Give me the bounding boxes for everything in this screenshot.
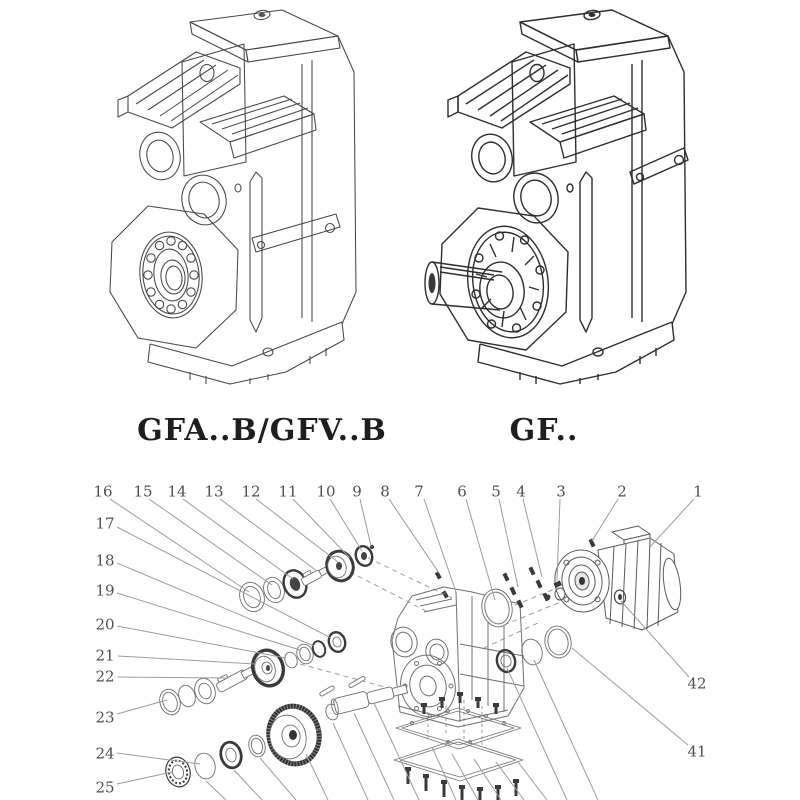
callout-number-3: 3: [556, 482, 566, 501]
leader-line-25: [117, 772, 172, 784]
figure-gf-drawing: [425, 9, 688, 384]
cutoff-leader-line-10: [496, 762, 524, 800]
callout-number-7: 7: [414, 482, 424, 501]
callout-number-42: 42: [687, 674, 707, 693]
cutoff-leader-line-8: [452, 754, 478, 800]
cutoff-leader-line-3: [306, 754, 328, 800]
callout-number-19: 19: [95, 581, 115, 600]
leader-line-1: [650, 499, 694, 547]
callout-number-2: 2: [617, 482, 627, 501]
cutoff-leader-line-2: [534, 660, 598, 800]
callout-number-41: 41: [687, 742, 707, 761]
callout-number-21: 21: [95, 646, 115, 665]
callout-number-18: 18: [95, 551, 115, 570]
callout-number-10: 10: [316, 482, 336, 501]
callout-number-4: 4: [516, 482, 526, 501]
leader-line-21: [118, 656, 255, 664]
callout-number-11: 11: [278, 482, 298, 501]
figure-label-gf: GF..: [509, 413, 579, 448]
leader-line-10: [330, 499, 362, 551]
callout-number-6: 6: [457, 482, 467, 501]
leader-line-14: [183, 499, 293, 579]
output-side-rings: [494, 624, 574, 674]
leader-line-8: [389, 499, 439, 573]
cutoff-leader-line-5: [354, 713, 394, 800]
callout-number-14: 14: [167, 482, 187, 501]
cutoff-leader-line-13: [234, 770, 262, 800]
cutoff-leader-line-6: [374, 703, 419, 800]
figure-gfab-drawing: [110, 9, 356, 384]
leader-line-12: [256, 499, 338, 562]
leader-line-16: [110, 499, 249, 592]
callout-number-23: 23: [95, 708, 115, 727]
electric-motor: [546, 526, 684, 630]
callout-number-13: 13: [204, 482, 224, 501]
callout-number-5: 5: [491, 482, 501, 501]
leader-line-15: [149, 499, 272, 585]
callout-number-9: 9: [352, 482, 362, 501]
callout-number-17: 17: [95, 514, 115, 533]
leader-line-24: [117, 753, 200, 764]
leader-line-23: [117, 700, 167, 714]
callout-number-1: 1: [693, 482, 703, 501]
cutoff-leader-line-12: [206, 781, 226, 800]
assembly-axis-dashed-lines: [300, 558, 568, 748]
callout-number-24: 24: [95, 744, 115, 763]
leader-line-4: [523, 499, 542, 577]
cutoff-leader-line-11: [518, 762, 547, 800]
callout-number-20: 20: [95, 615, 115, 634]
callout-number-22: 22: [95, 667, 115, 686]
callout-number-15: 15: [133, 482, 153, 501]
leader-line-5: [499, 499, 518, 587]
callout-number-16: 16: [93, 482, 113, 501]
motor-gasket-ring: [478, 586, 515, 629]
callout-layer: [93, 483, 706, 800]
leader-line-2: [592, 499, 618, 541]
leader-line-41: [572, 648, 688, 745]
leader-line-9: [360, 499, 371, 546]
callout-number-8: 8: [380, 482, 390, 501]
callout-number-25: 25: [95, 778, 115, 797]
input-shaft-assembly: [236, 544, 375, 615]
figure-label-gfab: GFA..B/GFV..B: [137, 413, 387, 448]
leader-line-22: [118, 677, 228, 678]
cutoff-leader-line-9: [474, 759, 501, 800]
leader-line-20: [117, 626, 286, 658]
cover-bolts: [405, 692, 519, 800]
leader-line-6: [466, 499, 495, 600]
cutoff-leader-line-4: [333, 723, 368, 800]
intermediate-shaft-assembly: [156, 630, 347, 717]
callout-number-12: 12: [241, 482, 261, 501]
